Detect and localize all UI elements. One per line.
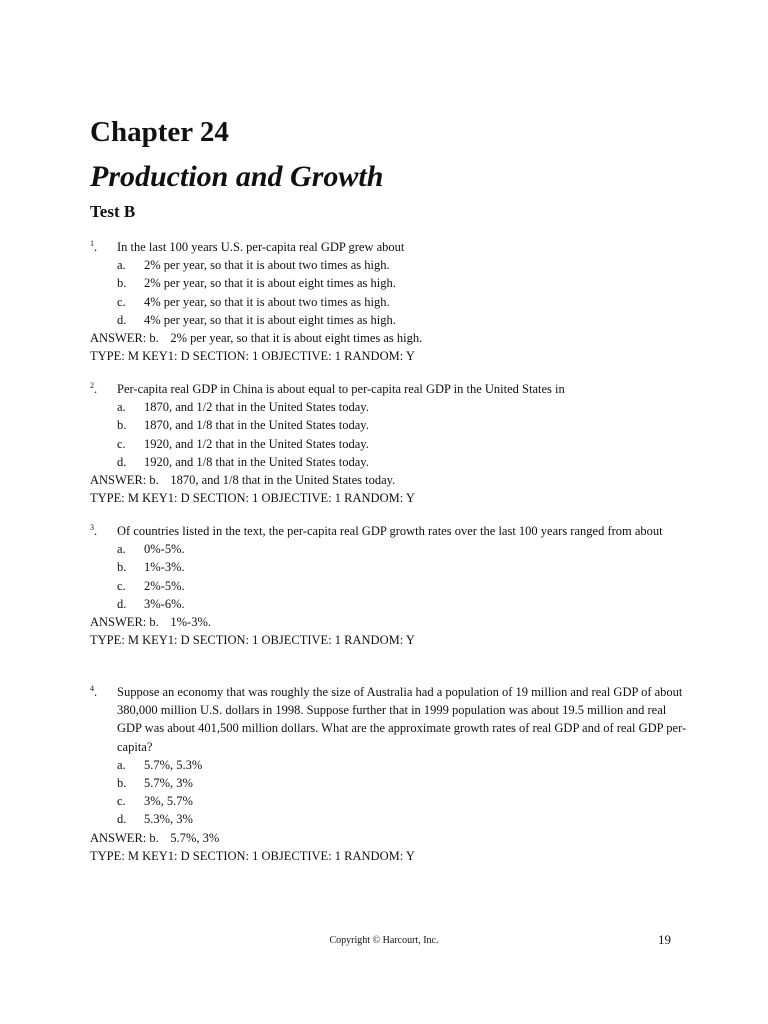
answer-letter: b. (149, 830, 159, 845)
option-text: 5.3%, 3% (144, 812, 193, 827)
option-letter: d. (117, 812, 127, 827)
test-label: Test B (90, 202, 136, 221)
option-a (90, 540, 690, 558)
answer-text: 1%-3%. (170, 615, 211, 630)
chapter-title: Chapter 24 (90, 116, 229, 148)
copyright-footer: Copyright © Harcourt, Inc. (329, 935, 439, 946)
answer-line (90, 829, 690, 847)
options-list (90, 398, 690, 471)
option-d (90, 595, 690, 613)
option-b (90, 774, 690, 792)
options-list (90, 256, 690, 329)
option-letter: b. (117, 560, 127, 575)
option-text: 1920, and 1/2 that in the United States today. (144, 436, 369, 451)
answer-text: 2% per year, so that it is about eight times as high. (170, 331, 423, 346)
option-letter: a. (117, 542, 126, 557)
option-d (90, 311, 690, 329)
option-letter: b. (117, 276, 127, 291)
options-list (90, 756, 690, 829)
question-text: Of countries listed in the text, the per-capita real GDP growth rates over the last 100 years ranged from about (117, 524, 663, 538)
option-text: 1870, and 1/8 that in the United States today. (144, 418, 369, 433)
option-letter: b. (117, 418, 127, 433)
question-number-dot: . (94, 685, 98, 699)
option-letter: c. (117, 578, 126, 593)
question-2 (90, 380, 690, 507)
chapter-subtitle: Production and Growth (90, 160, 384, 193)
option-b (90, 558, 690, 576)
option-text: 3%, 5.7% (144, 794, 193, 809)
question-number-dot: . (94, 524, 98, 538)
type-line: TYPE: M KEY1: D SECTION: 1 OBJECTIVE: 1 RANDOM: Y (90, 848, 415, 863)
page-number: 19 (658, 932, 671, 947)
answer-line (90, 471, 690, 489)
type-line: TYPE: M KEY1: D SECTION: 1 OBJECTIVE: 1 RANDOM: Y (90, 633, 415, 648)
option-text: 1920, and 1/8 that in the United States today. (144, 454, 369, 469)
option-text: 1%-3%. (144, 560, 185, 575)
option-letter: a. (117, 757, 126, 772)
option-letter: a. (117, 400, 126, 415)
question-stem (90, 522, 690, 540)
option-c (90, 293, 690, 311)
question-stem (90, 238, 690, 256)
option-text: 2%-5%. (144, 578, 185, 593)
answer-text: 5.7%, 3% (170, 830, 220, 845)
option-a (90, 256, 690, 274)
option-b (90, 416, 690, 434)
question-text: Suppose an economy that was roughly the size of Australia had a population of 19 million and real GDP of about 380,000 million U.S. dollars in 1998. Suppose further that in 1999 population was about 19.5 million and real GDP was about 401,500 million dollars. What are the approximate growth rates of real GDP and of real GDP per-capita? (117, 685, 687, 754)
question-stem (90, 380, 690, 398)
options-list (90, 540, 690, 613)
question-3 (90, 522, 690, 649)
option-text: 5.7%, 5.3% (144, 757, 203, 772)
answer-text: 1870, and 1/8 that in the United States today. (170, 473, 396, 488)
option-letter: d. (117, 312, 127, 327)
option-b (90, 274, 690, 292)
option-d (90, 810, 690, 828)
option-letter: a. (117, 258, 126, 273)
option-text: 2% per year, so that it is about eight times as high. (144, 276, 396, 291)
option-letter: c. (117, 294, 126, 309)
option-letter: d. (117, 596, 127, 611)
question-text: Per-capita real GDP in China is about equal to per-capita real GDP in the United States in (117, 382, 565, 396)
option-text: 2% per year, so that it is about two times as high. (144, 258, 390, 273)
option-c (90, 792, 690, 810)
question-text: In the last 100 years U.S. per-capita real GDP grew about (117, 240, 405, 254)
option-text: 4% per year, so that it is about two times as high. (144, 294, 390, 309)
answer-prefix: ANSWER: (90, 830, 147, 845)
question-number-dot: . (94, 382, 98, 396)
option-text: 1870, and 1/2 that in the United States today. (144, 400, 369, 415)
question-number-dot: . (94, 240, 98, 254)
question-number: 2 (90, 381, 94, 390)
option-letter: c. (117, 794, 126, 809)
option-text: 3%-6%. (144, 596, 185, 611)
answer-line (90, 329, 690, 347)
option-a (90, 756, 690, 774)
question-stem (90, 683, 690, 756)
answer-letter: b. (149, 331, 159, 346)
answer-prefix: ANSWER: (90, 615, 147, 630)
question-4 (90, 683, 690, 865)
option-letter: b. (117, 776, 127, 791)
answer-line (90, 613, 690, 631)
option-letter: c. (117, 436, 126, 451)
option-a (90, 398, 690, 416)
answer-prefix: ANSWER: (90, 473, 147, 488)
option-text: 5.7%, 3% (144, 776, 193, 791)
type-line: TYPE: M KEY1: D SECTION: 1 OBJECTIVE: 1 RANDOM: Y (90, 491, 415, 506)
answer-letter: b. (149, 615, 159, 630)
type-line: TYPE: M KEY1: D SECTION: 1 OBJECTIVE: 1 RANDOM: Y (90, 349, 415, 364)
question-number: 4 (90, 684, 94, 693)
question-number: 3 (90, 523, 94, 532)
option-text: 0%-5%. (144, 542, 185, 557)
option-d (90, 453, 690, 471)
option-c (90, 435, 690, 453)
option-letter: d. (117, 454, 127, 469)
question-1 (90, 238, 690, 365)
question-number: 1 (90, 239, 94, 248)
answer-prefix: ANSWER: (90, 331, 147, 346)
option-c (90, 577, 690, 595)
option-text: 4% per year, so that it is about eight times as high. (144, 312, 396, 327)
answer-letter: b. (149, 473, 159, 488)
